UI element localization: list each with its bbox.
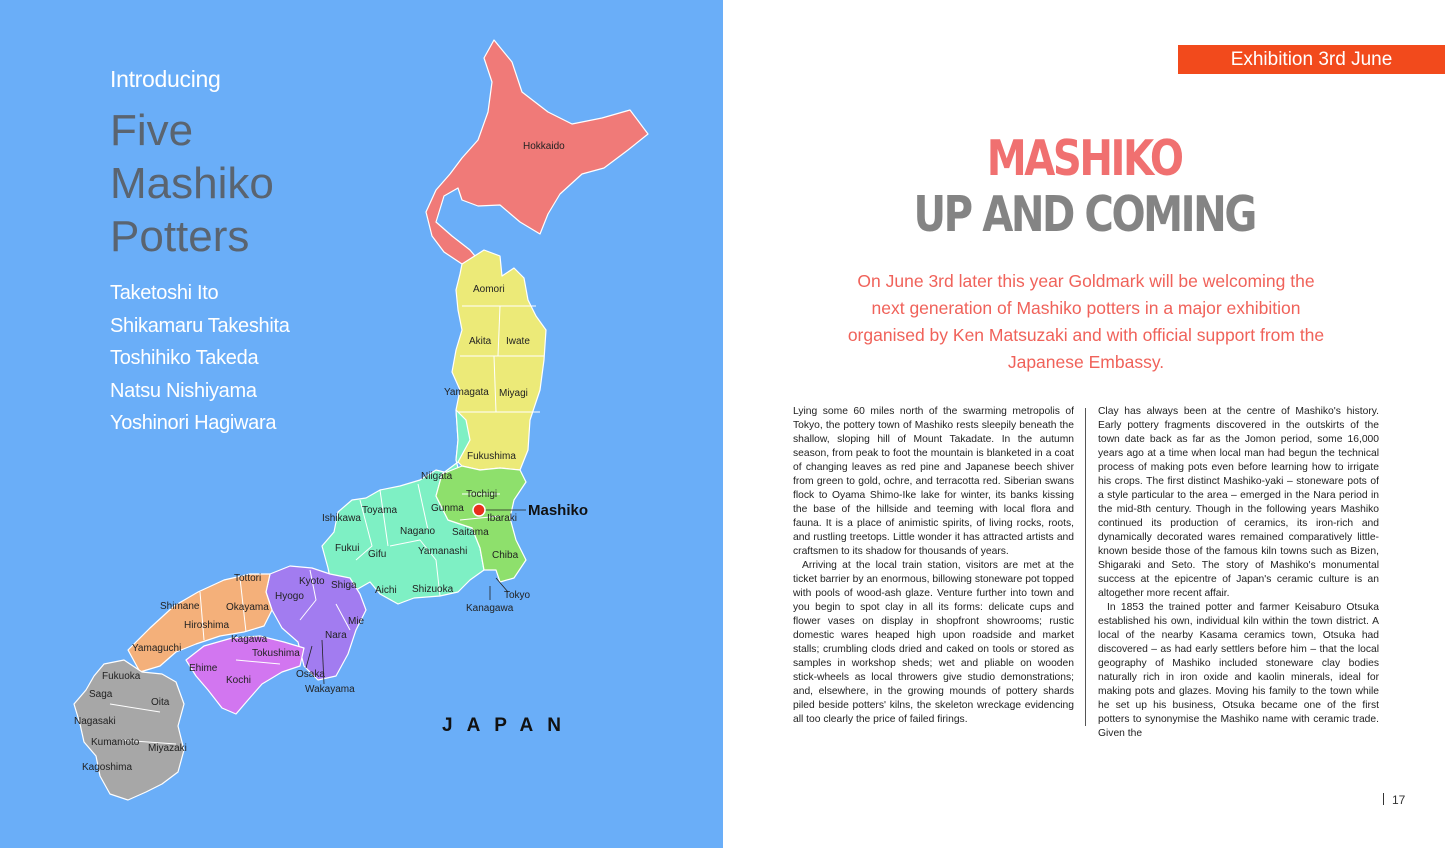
potter-name: Yoshinori Hagiwara	[110, 412, 277, 435]
label-tochigi: Tochigi	[466, 489, 498, 500]
region-hokkaido	[426, 40, 648, 264]
intro-text: Introducing	[110, 66, 221, 92]
map-caption-japan: JAPAN	[442, 715, 575, 736]
page-number-divider	[1383, 793, 1384, 805]
label-ibaraki: Ibaraki	[487, 513, 518, 524]
label-kagawa: Kagawa	[231, 634, 268, 645]
label-akita: Akita	[469, 336, 492, 347]
label-hiroshima: Hiroshima	[184, 620, 230, 631]
label-tokyo: Tokyo	[504, 590, 531, 601]
page-number	[1383, 793, 1405, 807]
label-tottori: Tottori	[234, 573, 262, 584]
label-miyazaki: Miyazaki	[148, 743, 187, 754]
label-shimane: Shimane	[160, 601, 200, 612]
label-oita: Oita	[151, 697, 170, 708]
label-aichi: Aichi	[375, 585, 397, 596]
potter-name: Toshihiko Takeda	[110, 347, 259, 370]
label-hyogo: Hyogo	[275, 591, 304, 602]
label-wakayama: Wakayama	[305, 684, 355, 695]
potter-name: Taketoshi Ito	[110, 282, 219, 304]
label-niigata: Niigata	[421, 471, 453, 482]
potter-list	[110, 280, 290, 443]
label-kagoshima: Kagoshima	[82, 762, 133, 773]
label-yamanashi: Yamanashi	[418, 546, 468, 557]
label-iwate: Iwate	[506, 336, 530, 347]
label-aomori: Aomori	[473, 284, 505, 295]
potter-name: Shikamaru Takeshita	[110, 314, 290, 337]
article-paragraph: Arriving at the local train station, visitors are met at the ticket barrier by an enormous, billowing stoneware pot topped with pools of wood-ash glaze. Venture further into town and you begin to spot clay in all its forms: delicate cups and flower vases on display in shopfront showrooms; rustic domestic wares heaped high upon roadside and market stalls; crumbling clods dried and caked on tools or stored as samples in workshop sheds; wet and pliable on wooden stick-wheels as local throwers give studio demonstrations; and, elsewhere, in the growing mounds of pottery shards piled beside potters' kilns, the skeleton wreckage evidencing all too clearly the price of failed firings.	[793, 560, 1074, 725]
feature-title-line-1: Five	[110, 106, 194, 155]
page-number-value: 17	[1392, 793, 1406, 807]
label-nara: Nara	[325, 630, 347, 641]
label-fukuoka: Fukuoka	[102, 671, 141, 682]
article-paragraph: Clay has always been at the centre of Mashiko's history. Early pottery fragments discovered in the outskirts of the town date back as far as the Jomon period, some 16,000 years ago at a time when local man had begun the technical process of making pots even before learning how to irrigate his crops. The first distinct Mashiko-yaki – stoneware pots of a style particular to the area – emerged in the Nara period in the mid-8th century. Though in the following years Mashiko continued its production of ceramics, its iron-rich and dynamically decorated wares remained comparatively little-known beside those of the famous kiln towns such as Bizen, Shigaraki and Seto. The story of Mashiko's monumental success at the epicentre of Japan's ceramic culture is an altogether more recent affair.	[1098, 406, 1379, 599]
column-divider	[1085, 408, 1086, 726]
label-gunma: Gunma	[431, 503, 464, 514]
label-yamagata: Yamagata	[444, 387, 489, 398]
label-shiga: Shiga	[331, 580, 357, 591]
label-mashiko: Mashiko	[528, 502, 589, 519]
right-page	[723, 0, 1445, 848]
feature-title	[110, 104, 274, 263]
headline-mashiko: MASHIKO	[986, 130, 1182, 187]
article-column-1	[793, 405, 1074, 727]
label-shizuoka: Shizuoka	[412, 584, 454, 595]
label-saga: Saga	[89, 689, 113, 700]
label-ehime: Ehime	[189, 663, 218, 674]
label-osaka: Osaka	[296, 669, 325, 680]
mashiko-marker	[473, 504, 485, 516]
exhibition-badge: Exhibition 3rd June	[1178, 45, 1445, 74]
label-mie: Mie	[348, 616, 365, 627]
label-gifu: Gifu	[368, 549, 387, 560]
label-kyoto: Kyoto	[299, 576, 325, 587]
label-miyagi: Miyagi	[499, 388, 528, 399]
label-toyama: Toyama	[362, 505, 398, 516]
lede-paragraph: On June 3rd later this year Goldmark will be welcoming the next generation of Mashiko potters in a major exhibition organised by Ken Matsuzaki and with official support from the Japanese Embassy.	[847, 271, 1325, 372]
label-hokkaido: Hokkaido	[523, 141, 565, 152]
label-saitama: Saitama	[452, 527, 489, 538]
label-nagasaki: Nagasaki	[74, 716, 116, 727]
label-kumamoto: Kumamoto	[91, 737, 140, 748]
label-kanagawa: Kanagawa	[466, 603, 514, 614]
article-paragraph: In 1853 the trained potter and farmer Keisaburo Otsuka established his own, individual kiln within the town district. A local of the nearby Kasama ceramics town, Otsuka had discovered – as had early settlers before him – that the local geography of Mashiko included stoneware clay bodies naturally rich in iron oxide and kaolin minerals, ideal for making pots and glazes. Moving his family to the town while he set up his business, Otsuka became one of the first potters to synonymise the Mashiko name with ceramic trade. Given the	[1098, 602, 1379, 739]
label-nagano: Nagano	[400, 526, 436, 537]
article-paragraph: Lying some 60 miles north of the swarming metropolis of Tokyo, the pottery town of Mashiko rests sleepily beneath the shallow, sloping hill of Mount Takadate. In the autumn season, from peak to foot the mountain is blanketed in a coat of changing leaves as red pine and Japanese beech shiver from green to gold, ochre, and terracotta red. Siberian swans flock to Oyama Shimo-Ike lake for winter, its banks kissing the base of the hillside and teeming with local flora and fauna. It is a place of animistic spirits, of living rocks, roots, and rustling treetops. Little wonder it has attracted artists and craftsmen to its shadow for thousands of years.	[793, 406, 1074, 557]
label-yamaguchi: Yamaguchi	[132, 643, 182, 654]
label-kochi: Kochi	[226, 675, 252, 686]
label-ishikawa: Ishikawa	[322, 513, 361, 524]
label-fukui: Fukui	[335, 543, 360, 554]
potter-name: Natsu Nishiyama	[110, 379, 257, 402]
label-chiba: Chiba	[492, 550, 519, 561]
label-tokushima: Tokushima	[252, 648, 300, 659]
headline-up-and-coming: UP AND COMING	[913, 186, 1255, 243]
label-fukushima: Fukushima	[467, 451, 516, 462]
article-column-2	[1098, 405, 1379, 741]
feature-title-line-3: Potters	[110, 212, 250, 261]
feature-title-line-2: Mashiko	[110, 159, 274, 208]
label-okayama: Okayama	[226, 602, 269, 613]
